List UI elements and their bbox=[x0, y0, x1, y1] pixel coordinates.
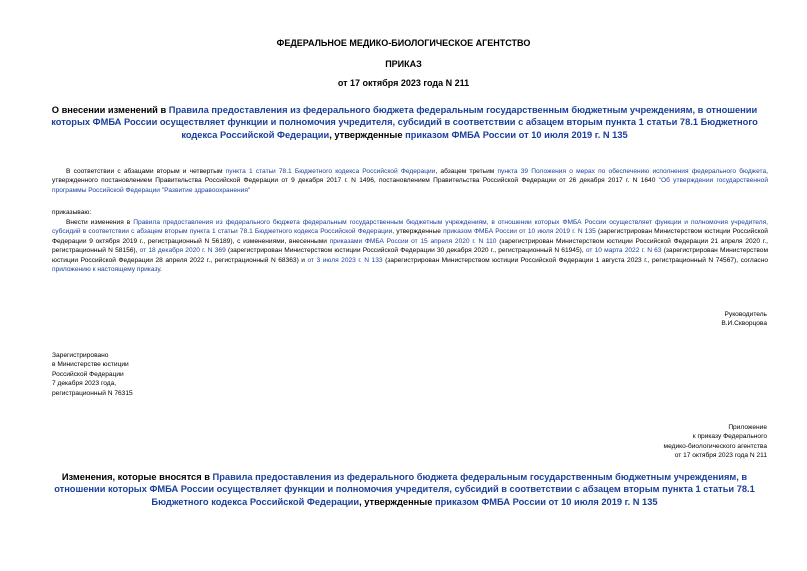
registration-line: регистрационный N 76315 bbox=[52, 389, 133, 397]
preamble-link-regulation[interactable]: пункта 39 Положения о мерах по обеспечению исполнения федерального бюджета bbox=[497, 168, 767, 175]
signature-name: В.И.Скворцова bbox=[721, 320, 767, 328]
title-prefix: О внесении изменений в bbox=[51, 105, 169, 115]
body-text: (зарегистрирован Министерством юстиции Российской Федерации 9 октября 2019 г., регистрационный N 56189), с изменениями, внесенными bbox=[52, 228, 768, 245]
appendix-title-prefix: Изменения, которые вносятся в bbox=[61, 472, 213, 482]
registration-line: Российской Федерации bbox=[52, 370, 124, 378]
title-rules-link[interactable]: Правила предоставления из федерального бюджета федеральным государственным бюджетным учреждениям, в отношении которых ФМБА России осуществляет функции и полномочия учредителя, субсидий в соответствии с абзацем вторым пункта 1 статьи 78.1 Бюджетного кодекса Российской Федерации bbox=[51, 105, 758, 140]
doc-type-heading: ПРИКАЗ bbox=[385, 59, 422, 69]
registration-line: Зарегистрировано bbox=[52, 352, 109, 359]
preamble-link-budget-code[interactable]: пункта 1 статьи 78.1 Бюджетного кодекса Российской Федерации bbox=[225, 168, 436, 175]
body-link-order-135[interactable]: приказом ФМБА России от 10 июля 2019 г. N 135 bbox=[443, 228, 596, 236]
appendix-title bbox=[42, 471, 767, 508]
body-text: (зарегистрирован Министерством юстиции Российской Федерации 28 апреля 2022 г., регистрационный N 68363) и bbox=[52, 247, 768, 264]
body-text: Внести изменения в bbox=[66, 219, 134, 226]
registration-block bbox=[52, 351, 133, 398]
signature-position: Руководитель bbox=[724, 311, 767, 318]
body-text: (зарегистрирован Министерством юстиции Российской Федерации 1 августа 2023 г., регистрационный N 74567), согласно bbox=[382, 256, 768, 264]
order-date-number: от 17 октября 2023 года N 211 bbox=[337, 78, 470, 88]
registration-line: в Министерстве юстиции bbox=[52, 361, 129, 369]
title-order-link[interactable]: приказом ФМБА России от 10 июля 2019 г. N 135 bbox=[405, 129, 628, 140]
body-link-order-133[interactable]: от 3 июля 2023 г. N 133 bbox=[307, 256, 383, 264]
body-text: (зарегистрирован Министерством юстиции Российской Федерации 21 апреля 2020 г., регистрационный N 58156), bbox=[52, 237, 769, 255]
preamble-text: , абзацем третьим bbox=[435, 168, 498, 175]
signature-block bbox=[721, 310, 767, 329]
agency-heading: ФЕДЕРАЛЬНОЕ МЕДИКО-БИОЛОГИЧЕСКОЕ АГЕНТСТВО bbox=[276, 38, 531, 48]
body-text: (зарегистрирован Министерством юстиции Российской Федерации 30 декабря 2020 г., регистрационный N 61945), bbox=[225, 247, 586, 255]
body-link-order-63[interactable]: от 10 марта 2022 г. N 63 bbox=[585, 247, 662, 255]
appendix-note-line: к приказу Федерального bbox=[692, 433, 767, 441]
appendix-note-line: от 17 октября 2023 года N 211 bbox=[674, 452, 767, 460]
preamble-link-program[interactable]: "Об утверждении государственной программы Российской Федерации "Развитие здравоохранения" bbox=[52, 177, 768, 194]
appendix-title-rules-link[interactable]: Правила предоставления из федерального бюджета федеральным государственным бюджетным учреждениям, в отношении которых ФМБА России осуществляет функции и полномочия учредителя, субсидий в соответствии с абзацем вторым пункта 1 статьи 78.1 Бюджетного кодекса Российской Федерации bbox=[54, 472, 755, 507]
appendix-note-line: Приложение bbox=[728, 424, 767, 431]
preamble-text: , утвержденного постановлением Правительства Российской Федерации от 9 декабря 2017 г. N 1496, постановлением Правительства Российской Федерации от 26 декабря 2017 г. N 1640 bbox=[52, 168, 768, 185]
appendix-title-middle: , утвержденные bbox=[359, 496, 435, 507]
preamble-text: В соответствии с абзацами вторым и четвертым bbox=[66, 168, 226, 175]
body-text: , утвержденные bbox=[392, 228, 444, 236]
body-link-order-369[interactable]: от 18 декабря 2020 г. N 369 bbox=[139, 247, 226, 255]
appendix-note bbox=[664, 423, 767, 461]
main-paragraph bbox=[52, 218, 768, 274]
body-link-appendix[interactable]: приложению к настоящему приказу bbox=[52, 266, 161, 274]
appendix-note-line: медико-биологического агентства bbox=[663, 442, 767, 450]
order-title bbox=[42, 104, 767, 141]
order-word: приказываю: bbox=[52, 209, 92, 216]
appendix-title-order-link[interactable]: приказом ФМБА России от 10 июля 2019 г. N 135 bbox=[435, 496, 658, 507]
body-link-rules[interactable]: Правила предоставления из федерального бюджета федеральным государственным бюджетным учреждениям, в отношении которых ФМБА России осуществляет функции и полномочия учредителя, субсидий в соответствии с абзацем вторым пункта 1 статьи 78.1 Бюджетного кодекса Российской Федерации bbox=[52, 219, 768, 236]
registration-line: 7 декабря 2023 года, bbox=[52, 380, 117, 388]
preamble-paragraph bbox=[52, 167, 768, 195]
title-middle: , утвержденные bbox=[329, 129, 406, 140]
body-link-order-110[interactable]: приказами ФМБА России от 15 апреля 2020 г. N 110 bbox=[329, 237, 497, 245]
body-text: . bbox=[160, 266, 162, 274]
